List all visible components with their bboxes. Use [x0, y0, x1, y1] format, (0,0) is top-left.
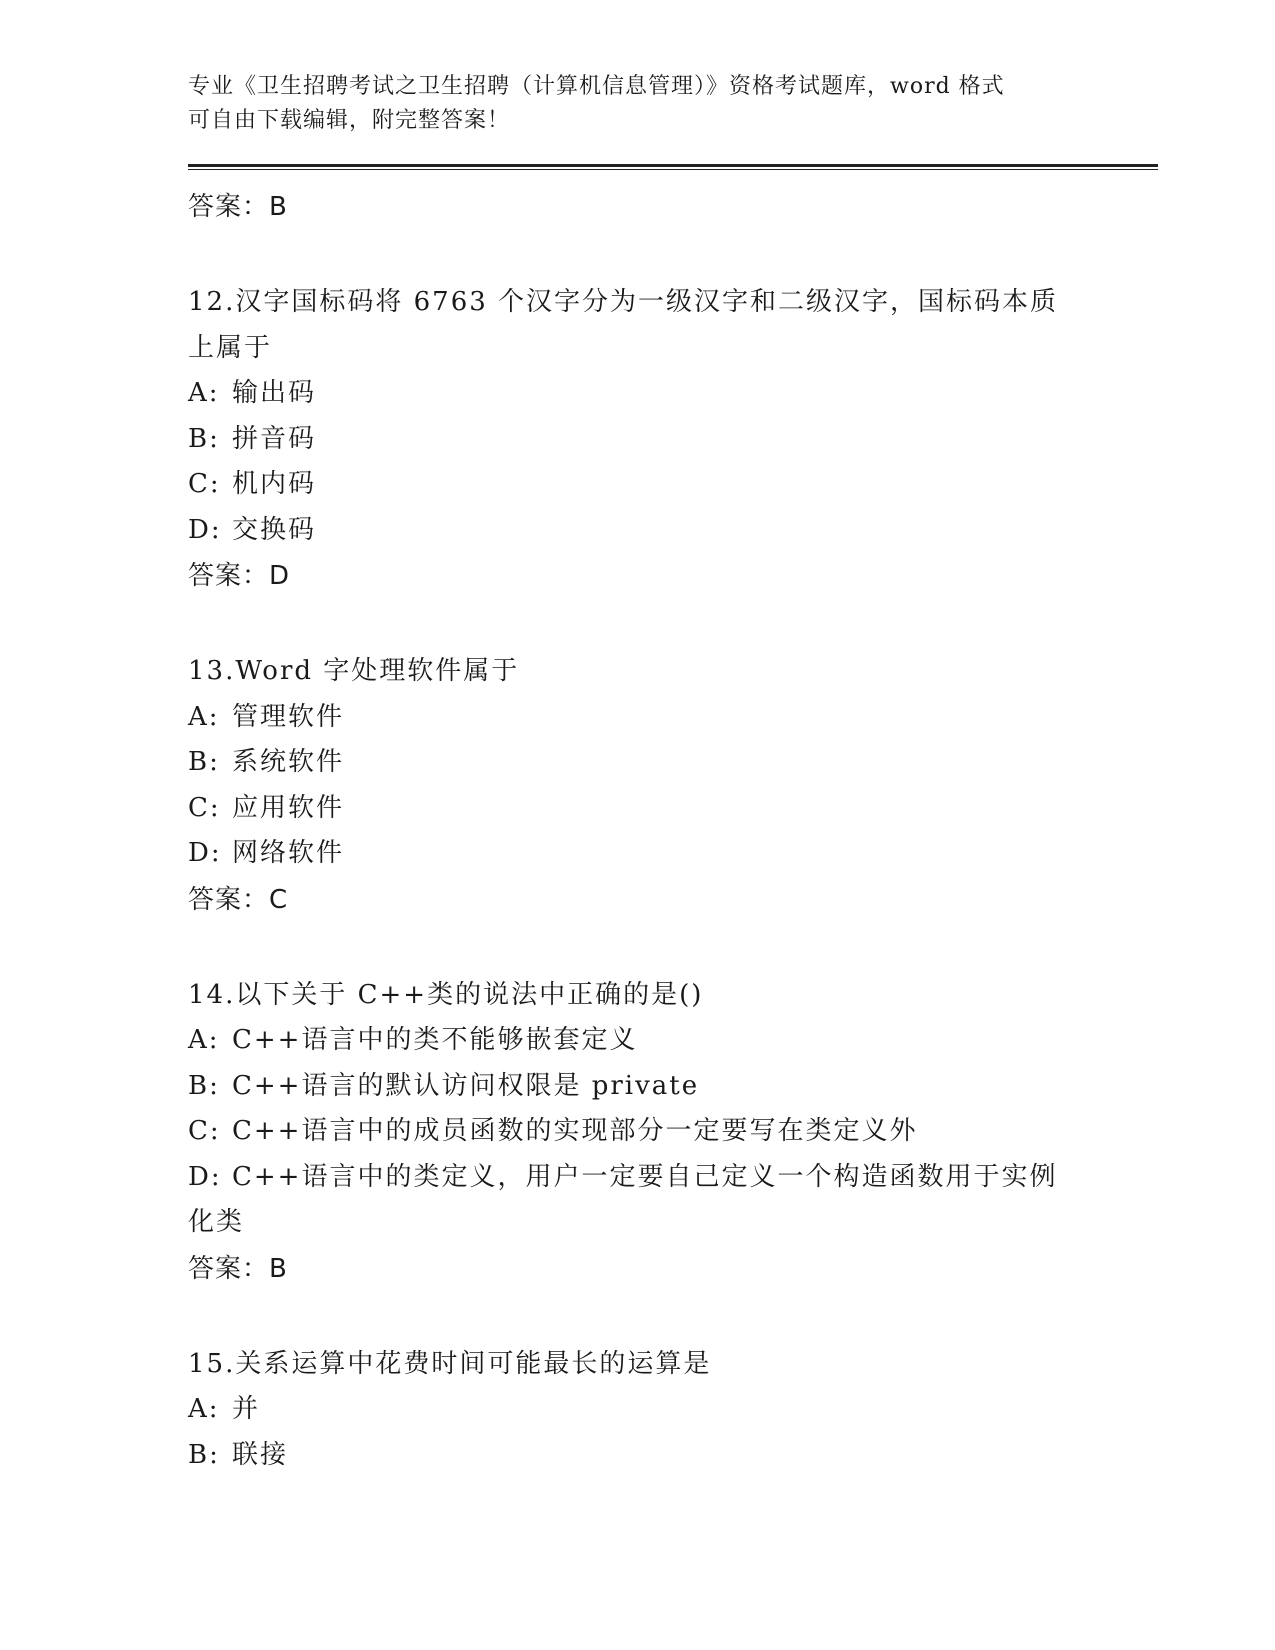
- option-letter: C:: [188, 469, 221, 499]
- option-a: [188, 695, 1158, 741]
- question-text: 15.关系运算中花费时间可能最长的运算是: [188, 1348, 712, 1379]
- option-a: [188, 371, 1158, 417]
- option-b: [188, 1433, 1158, 1479]
- option-letter: B:: [188, 423, 220, 454]
- header-line-2: 可自由下载编辑，附完整答案！: [188, 108, 511, 133]
- question-text: 13.Word 字处理软件属于: [188, 656, 520, 686]
- question-13: [188, 649, 1158, 923]
- answer-label: 答案：B: [188, 1253, 288, 1284]
- option-letter: B:: [188, 1070, 220, 1101]
- option-d: [188, 831, 1158, 877]
- option-letter: D:: [188, 1161, 222, 1192]
- option-letter: A:: [188, 378, 220, 408]
- answer-label: 答案：C: [188, 884, 289, 915]
- option-text: 交换码: [232, 514, 317, 545]
- option-d: [188, 508, 1158, 554]
- option-letter: C:: [188, 1116, 221, 1146]
- document-header: [188, 70, 1068, 138]
- option-letter: D:: [188, 514, 222, 545]
- question-text: 14.以下关于 C++类的说法中正确的是(): [188, 979, 704, 1010]
- question-12: [188, 280, 1158, 599]
- option-text: 输出码: [232, 378, 317, 408]
- option-letter: B:: [188, 747, 220, 777]
- option-letter: D:: [188, 838, 222, 868]
- option-c: [188, 462, 1158, 508]
- option-text: 应用软件: [232, 792, 345, 823]
- option-a: [188, 1018, 1158, 1064]
- answer-label: 答案：B: [188, 192, 288, 222]
- document-page: [188, 70, 1158, 1478]
- question-14: [188, 973, 1158, 1292]
- option-text: C++语言中的类定义，用户一定要自己定义一个构造函数用于实例化类: [188, 1161, 1058, 1237]
- question-15: [188, 1342, 1158, 1479]
- header-rule: [188, 164, 1158, 170]
- option-letter: A:: [188, 701, 220, 732]
- option-text: 联接: [232, 1439, 289, 1470]
- option-text: C++语言中的成员函数的实现部分一定要写在类定义外: [232, 1116, 918, 1146]
- option-b: [188, 417, 1158, 463]
- option-letter: C:: [188, 792, 221, 823]
- option-text: 网络软件: [232, 838, 345, 868]
- header-line-1: 专业《卫生招聘考试之卫生招聘（计算机信息管理）》资格考试题库，word 格式: [188, 74, 1005, 99]
- option-d: [188, 1155, 1068, 1246]
- option-letter: B:: [188, 1439, 220, 1470]
- option-text: C++语言中的类不能够嵌套定义: [232, 1025, 638, 1055]
- option-c: [188, 1109, 1158, 1155]
- answer-label: 答案：D: [188, 561, 291, 591]
- option-letter: A:: [188, 1025, 220, 1055]
- option-b: [188, 1064, 1158, 1110]
- option-text: 并: [232, 1394, 261, 1424]
- option-text: 系统软件: [232, 747, 345, 777]
- option-text: 拼音码: [232, 423, 317, 454]
- option-letter: A:: [188, 1394, 220, 1424]
- option-a: [188, 1387, 1158, 1433]
- option-text: 机内码: [232, 469, 317, 499]
- option-b: [188, 740, 1158, 786]
- option-text: C++语言的默认访问权限是 private: [232, 1070, 700, 1101]
- option-c: [188, 786, 1158, 832]
- option-text: 管理软件: [232, 701, 345, 732]
- question-text: 12.汉字国标码将 6763 个汉字分为一级汉字和二级汉字，国标码本质上属于: [188, 287, 1059, 363]
